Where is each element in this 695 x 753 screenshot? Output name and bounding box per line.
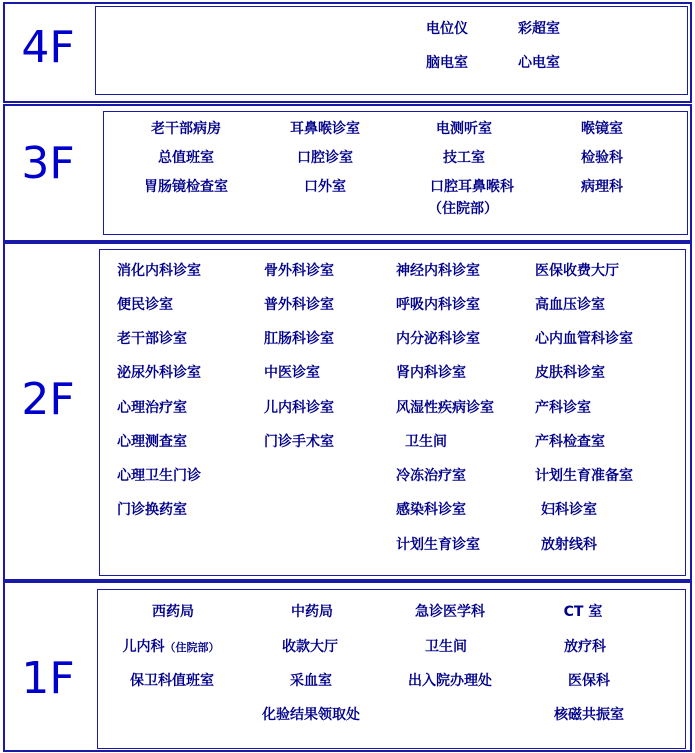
room-2f-infectious-disease: 感染科诊室 [396, 502, 466, 518]
room-3f-oral-surgery: 口外室 [304, 179, 346, 195]
room-4f-ecg: 心电室 [518, 55, 560, 71]
floor-label-3f: 3F [21, 138, 75, 189]
room-2f-neurology: 神经内科诊室 [396, 263, 480, 279]
room-1f-lab-results-pickup: 化验结果领取处 [262, 707, 360, 723]
room-2f-gastroenterology: 消化内科诊室 [117, 263, 201, 279]
room-1f-mri: 核磁共振室 [554, 707, 624, 723]
room-2f-insurance-billing: 医保收费大厅 [535, 263, 619, 279]
room-2f-endocrinology: 内分泌科诊室 [396, 331, 480, 347]
room-4f-eeg: 脑电室 [426, 55, 468, 71]
room-3f-cadre-ward: 老干部病房 [151, 121, 221, 137]
room-1f-pediatrics-inpatient [123, 638, 220, 657]
room-1f-radiotherapy: 放疗科 [564, 639, 606, 655]
room-1f-medical-insurance: 医保科 [568, 673, 610, 689]
floor-label-2f: 2F [21, 374, 75, 425]
room-2f-nephrology: 肾内科诊室 [396, 365, 466, 381]
room-1f-pediatrics-inpatient-note: （住院部） [164, 641, 220, 654]
room-1f-emergency: 急诊医学科 [415, 604, 485, 620]
room-2f-orthopedics: 骨外科诊室 [264, 263, 334, 279]
room-2f-psychotherapy: 心理治疗室 [117, 400, 187, 416]
room-2f-pediatrics: 儿内科诊室 [264, 400, 334, 416]
floor-3f [3, 104, 692, 242]
room-4f-color-ultrasound: 彩超室 [518, 21, 560, 37]
room-2f-family-planning-prep: 计划生育准备室 [535, 468, 633, 484]
room-2f-convenience: 便民诊室 [117, 297, 173, 313]
room-2f-family-planning: 计划生育诊室 [396, 537, 480, 553]
room-3f-duty-office: 总值班室 [158, 150, 214, 166]
room-3f-endoscopy: 胃肠镜检查室 [144, 179, 228, 195]
floor-label-1f: 1F [21, 653, 75, 704]
room-3f-stomatology-ent-inpatient: （住院部） [428, 201, 498, 217]
room-2f-outpatient-surgery: 门诊手术室 [264, 434, 334, 450]
room-1f-restroom: 卫生间 [425, 639, 467, 655]
room-4f-electropotential: 电位仪 [426, 21, 468, 37]
room-2f-cryotherapy: 冷冻治疗室 [396, 468, 466, 484]
room-1f-admission-discharge: 出入院办理处 [408, 673, 492, 689]
floor-2f [3, 242, 692, 581]
room-3f-ent-clinic: 耳鼻喉诊室 [290, 121, 360, 137]
floor-4f [3, 2, 692, 103]
room-2f-mental-health: 心理卫生门诊 [117, 468, 201, 484]
room-2f-hypertension: 高血压诊室 [535, 297, 605, 313]
room-2f-psych-testing: 心理测查室 [117, 434, 187, 450]
room-2f-urology: 泌尿外科诊室 [117, 365, 201, 381]
room-area-4f [95, 6, 688, 95]
room-2f-gynecology: 妇科诊室 [541, 502, 597, 518]
room-2f-dressing-room: 门诊换药室 [117, 502, 187, 518]
room-2f-cadre-clinic: 老干部诊室 [117, 331, 187, 347]
room-1f-pediatrics-name: 儿内科 [122, 639, 165, 655]
room-2f-tcm: 中医诊室 [264, 365, 320, 381]
floor-label-4f: 4F [21, 22, 75, 73]
room-3f-clinical-lab: 检验科 [581, 150, 623, 166]
room-2f-restroom: 卫生间 [405, 434, 447, 450]
room-2f-dermatology: 皮肤科诊室 [535, 365, 605, 381]
room-1f-blood-collection: 采血室 [290, 673, 332, 689]
room-3f-audiometry: 电测听室 [436, 121, 492, 137]
room-3f-laryngoscope: 喉镜室 [581, 121, 623, 137]
room-2f-proctology: 肛肠科诊室 [264, 331, 334, 347]
room-2f-respiratory: 呼吸内科诊室 [396, 297, 480, 313]
room-2f-obstetrics: 产科诊室 [535, 400, 591, 416]
room-3f-pathology: 病理科 [581, 179, 623, 195]
room-1f-chinese-pharmacy: 中药局 [291, 604, 333, 620]
room-2f-obstetric-exam: 产科检查室 [535, 434, 605, 450]
room-2f-cardiovascular: 心内血管科诊室 [535, 331, 633, 347]
room-3f-stomatology-ent-name: 口腔耳鼻喉科 [430, 179, 514, 195]
room-1f-western-pharmacy: 西药局 [152, 604, 194, 620]
room-2f-rheumatology: 风湿性疾病诊室 [396, 400, 494, 416]
room-3f-stomatology-ent [430, 178, 514, 218]
room-1f-security-duty: 保卫科值班室 [130, 673, 214, 689]
room-2f-general-surgery: 普外科诊室 [264, 297, 334, 313]
room-3f-dental-lab: 技工室 [443, 150, 485, 166]
floor-1f [3, 581, 692, 752]
room-3f-dental-clinic: 口腔诊室 [297, 150, 353, 166]
room-2f-radiology: 放射线科 [541, 537, 597, 553]
room-1f-cashier-hall: 收款大厅 [282, 639, 338, 655]
room-1f-ct: CT 室 [563, 604, 603, 620]
